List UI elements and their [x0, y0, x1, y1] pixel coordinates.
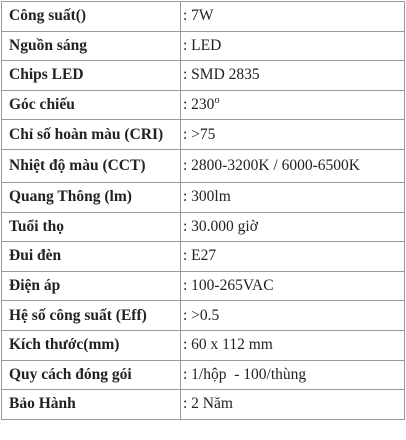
- spec-label: Quang Thông (lm): [2, 182, 181, 212]
- spec-label: Kích thước(mm): [2, 330, 181, 360]
- spec-table: [1, 1, 405, 420]
- degree-superscript: o: [214, 95, 220, 107]
- spec-value: : 100-265VAC: [181, 271, 405, 301]
- spec-value: : E27: [181, 242, 405, 272]
- spec-value: : 7W: [181, 2, 405, 32]
- spec-value: : >0.5: [181, 301, 405, 331]
- spec-row-cri: [2, 120, 405, 150]
- spec-row-power: [2, 2, 405, 32]
- spec-label: Nhiệt độ màu (CCT): [2, 149, 181, 182]
- spec-value: : 2 Năm: [181, 390, 405, 420]
- spec-label: Quy cách đóng gói: [2, 360, 181, 390]
- spec-row-light-source: [2, 31, 405, 61]
- spec-value: : SMD 2835: [181, 61, 405, 91]
- spec-label: Bảo Hành: [2, 390, 181, 420]
- spec-row-cct: [2, 149, 405, 182]
- spec-value: : 300lm: [181, 182, 405, 212]
- spec-label: Đui đèn: [2, 242, 181, 272]
- spec-row-luminous-flux: [2, 182, 405, 212]
- spec-value: : 1/hộp - 100/thùng: [181, 360, 405, 390]
- spec-row-packaging: [2, 360, 405, 390]
- spec-row-voltage: [2, 271, 405, 301]
- spec-value: [181, 90, 405, 120]
- spec-value-text: : 230: [183, 96, 215, 114]
- spec-label: Góc chiếu: [2, 90, 181, 120]
- spec-label: Điện áp: [2, 271, 181, 301]
- spec-value: : >75: [181, 120, 405, 150]
- spec-label: Nguồn sáng: [2, 31, 181, 61]
- spec-row-chips: [2, 61, 405, 91]
- spec-label: Chỉ số hoàn màu (CRI): [2, 120, 181, 150]
- spec-label: Hệ số công suất (Eff): [2, 301, 181, 331]
- spec-label: Công suất(): [2, 2, 181, 32]
- spec-row-warranty: [2, 390, 405, 420]
- spec-row-socket: [2, 242, 405, 272]
- spec-value: : LED: [181, 31, 405, 61]
- spec-value: : 30.000 giờ: [181, 212, 405, 242]
- spec-row-lifespan: [2, 212, 405, 242]
- spec-label: Chips LED: [2, 61, 181, 91]
- spec-value: : 2800-3200K / 6000-6500K: [181, 149, 405, 182]
- spec-label: Tuổi thọ: [2, 212, 181, 242]
- spec-row-power-factor: [2, 301, 405, 331]
- spec-value: : 60 x 112 mm: [181, 330, 405, 360]
- spec-row-beam-angle: [2, 90, 405, 120]
- spec-row-dimensions: [2, 330, 405, 360]
